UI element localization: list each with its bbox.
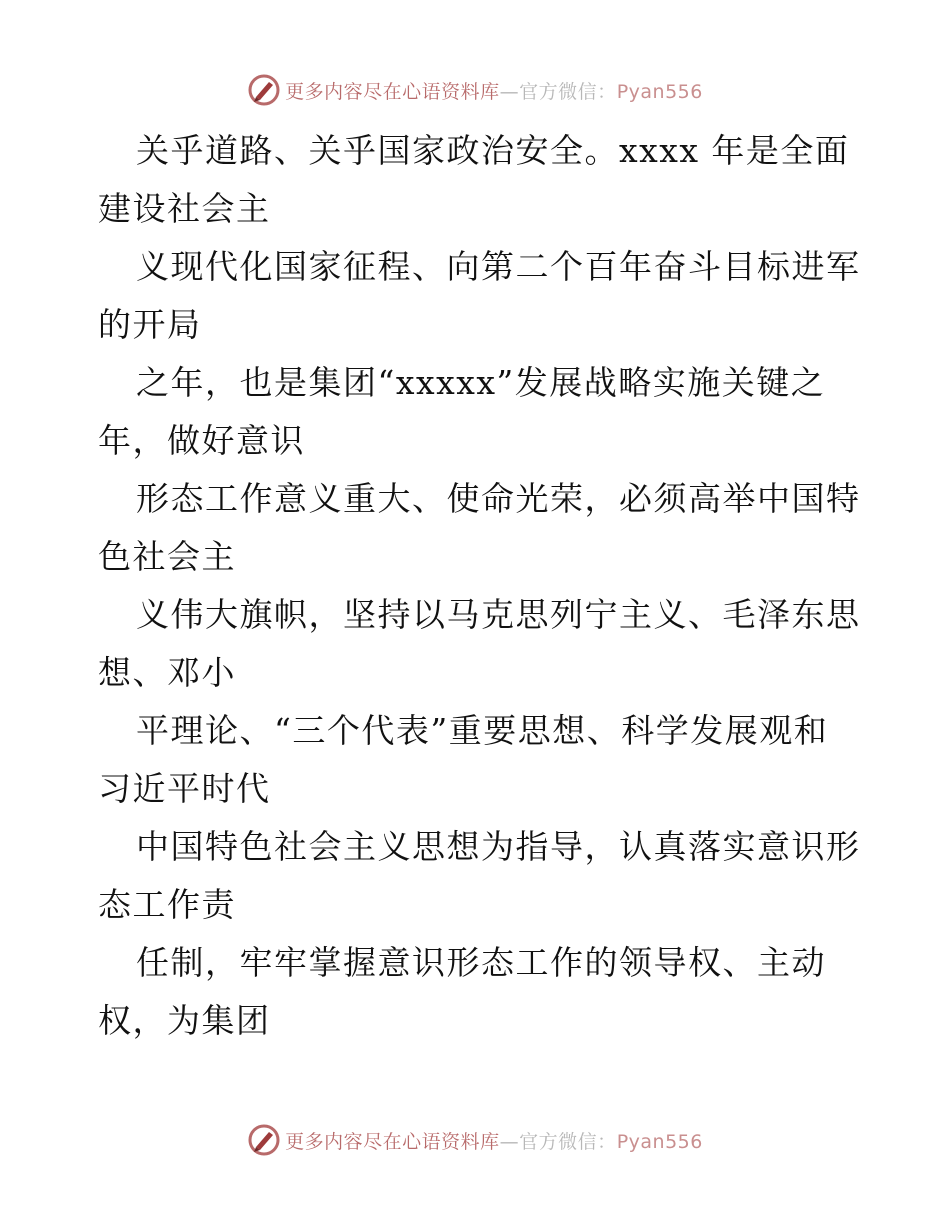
paragraph-2 (98, 238, 861, 354)
pen-logo-icon (247, 1123, 281, 1157)
paragraph-line: 年，做好意识 (98, 421, 305, 460)
paragraph-line: 的开局 (98, 305, 202, 344)
footer-banner-text (285, 1127, 703, 1154)
paragraph-5 (98, 586, 861, 702)
paragraph-3 (98, 354, 858, 470)
pen-logo-icon (247, 73, 281, 107)
header-main-text: 更多内容尽在心语资料库 (285, 80, 500, 103)
paragraph-line: 想、邓小 (98, 653, 236, 692)
footer-main-text: 更多内容尽在心语资料库 (285, 1130, 500, 1153)
paragraph-line: 义现代化国家征程、向第二个百年奋斗目标进军 (136, 247, 861, 286)
paragraph-line: 中国特色社会主义思想为指导，认真落实意识形 (136, 827, 861, 866)
paragraph-line: 建设社会主 (98, 189, 271, 228)
paragraph-4 (98, 470, 861, 586)
paragraph-line: 权，为集团 (98, 1001, 271, 1040)
paragraph-line: 之年，也是集团“xxxxx”发展战略实施关键之 (136, 363, 826, 402)
header-dash: — (499, 80, 520, 103)
document-body (98, 122, 861, 1050)
footer-banner (0, 1120, 950, 1160)
paragraph-1 (98, 122, 858, 238)
paragraph-line: 关乎道路、关乎国家政治安全。xxxx 年是全面 (136, 131, 850, 170)
header-wechat-id: Pyan556 (616, 80, 703, 103)
paragraph-8 (98, 934, 858, 1050)
paragraph-6 (98, 702, 858, 818)
footer-dash: — (499, 1130, 520, 1153)
paragraph-line: 平理论、“三个代表”重要思想、科学发展观和 (136, 711, 829, 750)
paragraph-line: 任制，牢牢掌握意识形态工作的领导权、主动 (136, 943, 826, 982)
paragraph-7 (98, 818, 861, 934)
footer-wechat-id: Pyan556 (616, 1130, 703, 1153)
footer-wechat-label: 官方微信： (519, 1130, 617, 1153)
header-banner (0, 70, 950, 110)
header-wechat-label: 官方微信： (519, 80, 617, 103)
paragraph-line: 色社会主 (98, 537, 236, 576)
paragraph-line: 义伟大旗帜，坚持以马克思列宁主义、毛泽东思 (136, 595, 861, 634)
paragraph-line: 形态工作意义重大、使命光荣，必须高举中国特 (136, 479, 861, 518)
header-banner-text (285, 77, 703, 104)
paragraph-line: 态工作责 (98, 885, 236, 924)
paragraph-line: 习近平时代 (98, 769, 271, 808)
